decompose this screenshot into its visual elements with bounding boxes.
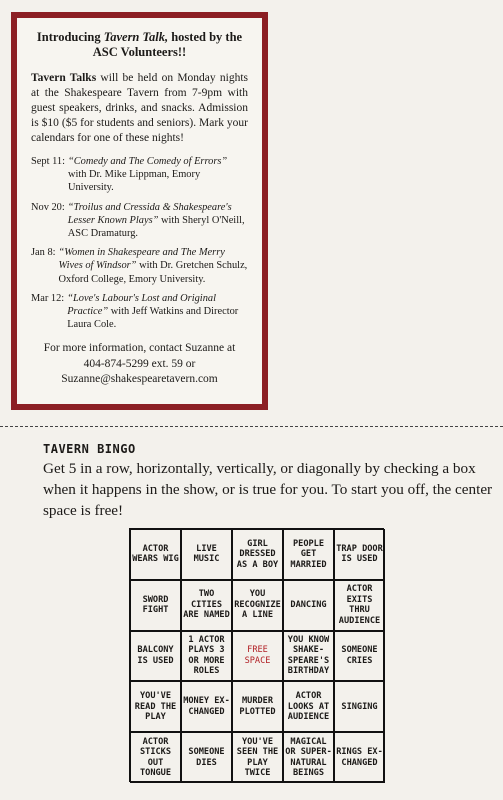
bingo-cell[interactable]: SOMEONE CRIES	[334, 631, 385, 682]
bingo-cell[interactable]: RINGS EX-CHANGED	[334, 732, 385, 783]
bingo-cell[interactable]: ACTOR STICKS OUT TONGUE	[130, 732, 181, 783]
bingo-cell[interactable]: SWORD FIGHT	[130, 580, 181, 631]
bingo-grid	[129, 528, 384, 782]
event-item: Mar 12: “Love's Labour's Lost and Original Practice” with Jeff Watkins and Director Laura Cole.	[31, 292, 239, 331]
bingo-cell[interactable]: MAGICAL OR SUPER-NATURAL BEINGS	[283, 732, 334, 783]
bingo-cell[interactable]: ACTOR EXITS THRU AUDIENCE	[334, 580, 385, 631]
bingo-cell[interactable]: TRAP DOOR IS USED	[334, 529, 385, 580]
bingo-cell[interactable]: YOU RECOGNIZE A LINE	[232, 580, 283, 631]
contact-email: Suzanne@shakespearetavern.com	[61, 373, 218, 386]
bingo-cell[interactable]: ACTOR LOOKS AT AUDIENCE	[283, 681, 334, 732]
event-item: Jan 8: “Women in Shakespeare and The Merry Wives of Windsor” with Dr. Gretchen Schulz, Oxford College, Emory University.	[31, 247, 248, 285]
bingo-cell[interactable]: LIVE MUSIC	[181, 529, 232, 580]
bingo-free-space[interactable]: FREE SPACE	[232, 631, 283, 682]
bingo-cell[interactable]: TWO CITIES ARE NAMED	[181, 580, 232, 631]
event-item: Sept 11: “Comedy and The Comedy of Errors” with Dr. Mike Lippman, Emory University.	[31, 156, 228, 194]
bingo-cell[interactable]: MONEY EX-CHANGED	[181, 681, 232, 732]
event-list	[31, 155, 248, 331]
bingo-description: Get 5 in a row, horizontally, vertically, or diagonally by checking a box when it happens in the show, or is true for you. To start you off, the center space is free!	[43, 460, 493, 519]
bingo-cell[interactable]: YOU'VE READ THE PLAY	[130, 681, 181, 732]
cut-line	[0, 426, 503, 427]
bingo-cell[interactable]: BALCONY IS USED	[130, 631, 181, 682]
bingo-cell[interactable]: ACTOR WEARS WIG	[130, 529, 181, 580]
contact-info: For more information, contact Suzanne at 404-874-5299 ext. 59 or Suzanne@shakespearetavern.com	[43, 342, 236, 386]
bingo-cell[interactable]: YOU'VE SEEN THE PLAY TWICE	[232, 732, 283, 783]
bingo-cell[interactable]: SOMEONE DIES	[181, 732, 232, 783]
bingo-cell[interactable]: YOU KNOW SHAKE-SPEARE'S BIRTHDAY	[283, 631, 334, 682]
bingo-cell[interactable]: PEOPLE GET MARRIED	[283, 529, 334, 580]
bingo-cell[interactable]: SINGING	[334, 681, 385, 732]
bingo-heading: TAVERN BINGO	[43, 442, 136, 456]
bingo-cell[interactable]: DANCING	[283, 580, 334, 631]
event-item: Nov 20: “Troilus and Cressida & Shakespeare's Lesser Known Plays” with Sheryl O'Neill, ASC Dramaturg.	[31, 201, 245, 240]
bingo-cell[interactable]: 1 ACTOR PLAYS 3 OR MORE ROLES	[181, 631, 232, 682]
tavern-talk-box	[11, 12, 268, 410]
tavern-talk-title: Introducing Tavern Talk, hosted by the ASC Volunteers!!	[36, 30, 243, 59]
tavern-talk-intro: Tavern Talks will be held on Monday nights at the Shakespeare Tavern from 7-9pm with guest speakers, drinks, and snacks. Admission is $10 ($5 for students and seniors). Mark your calendars for one of these nights!	[31, 72, 248, 144]
bingo-cell[interactable]: GIRL DRESSED AS A BOY	[232, 529, 283, 580]
bingo-cell[interactable]: MURDER PLOTTED	[232, 681, 283, 732]
